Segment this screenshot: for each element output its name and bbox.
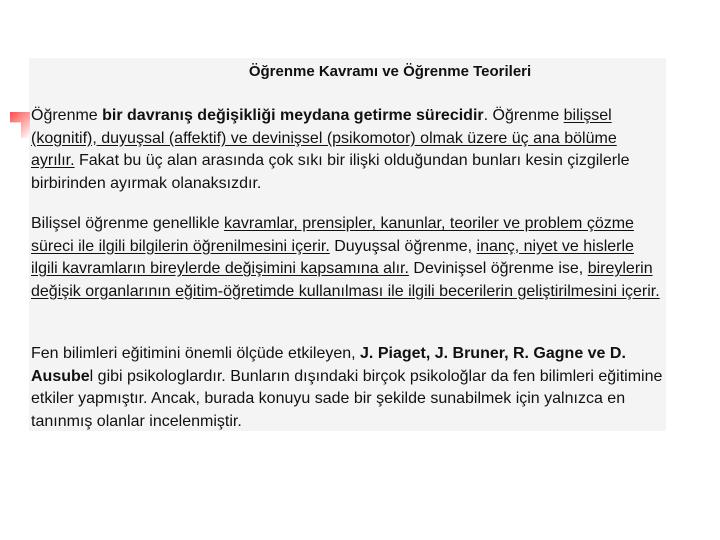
paragraph-learning-domains (31, 213, 663, 303)
paragraph-learning-definition (31, 105, 663, 195)
text-run-bold: J. Piaget, J. Bruner, R. Gagne ve D. Ausube (31, 345, 626, 385)
text-run: . Öğrenme (483, 107, 564, 124)
text-run: Duyuşsal öğrenme, (329, 237, 477, 255)
text-run: Fakat bu üç alan arasında çok sıkı bir ilişki olduğundan bunları kesin çizgilerle birbirinden ayırmak olanaksızdır. (31, 152, 630, 192)
text-run-underlined: inanç, niyet ve hislerle ilgili kavramların bireylerde değişimini kapsamına alır. (31, 237, 634, 277)
text-run-bold: bir davranış değişikliği meydana getirme sürecidir (102, 107, 484, 124)
text-run-underlined: kavramlar, prensipler, kanunlar, teoriler ve problem çözme süreci ile ilgili bilgilerin öğrenilmesini içerir. (31, 215, 634, 255)
slide-title: Öğrenme Kavramı ve Öğrenme Teorileri (248, 63, 532, 80)
text-run: Öğrenme (31, 107, 103, 124)
paragraph-psychologists (31, 343, 663, 433)
red-accent-decoration (10, 112, 30, 138)
text-run-underlined: bireylerin değişik organlarının eğitim-öğretimde kullanılması ile ilgili becerilerin geliştirilmesini içerir. (31, 260, 660, 300)
text-run: l gibi psikologlardır. Bunların dışındaki birçok psikoloğlar da fen bilimleri eğitimine etkiler yapmıştır. Ancak, burada konuyu sade bir şekilde sunabilmek için yalnızca en tanınmış olanlar incelenmiştir. (31, 367, 663, 430)
text-run: Bilişsel öğrenme genellikle (31, 215, 224, 232)
text-run: Fen bilimleri eğitimini önemli ölçüde etkileyen, (31, 345, 361, 362)
text-run-underlined: bilişsel (kognitif), duyuşsal (affektif) ve devinişsel (psikomotor) olmak üzere üç ana bölüme ayrılır. (31, 107, 617, 169)
text-run: Devinişsel öğrenme ise, (408, 260, 588, 277)
